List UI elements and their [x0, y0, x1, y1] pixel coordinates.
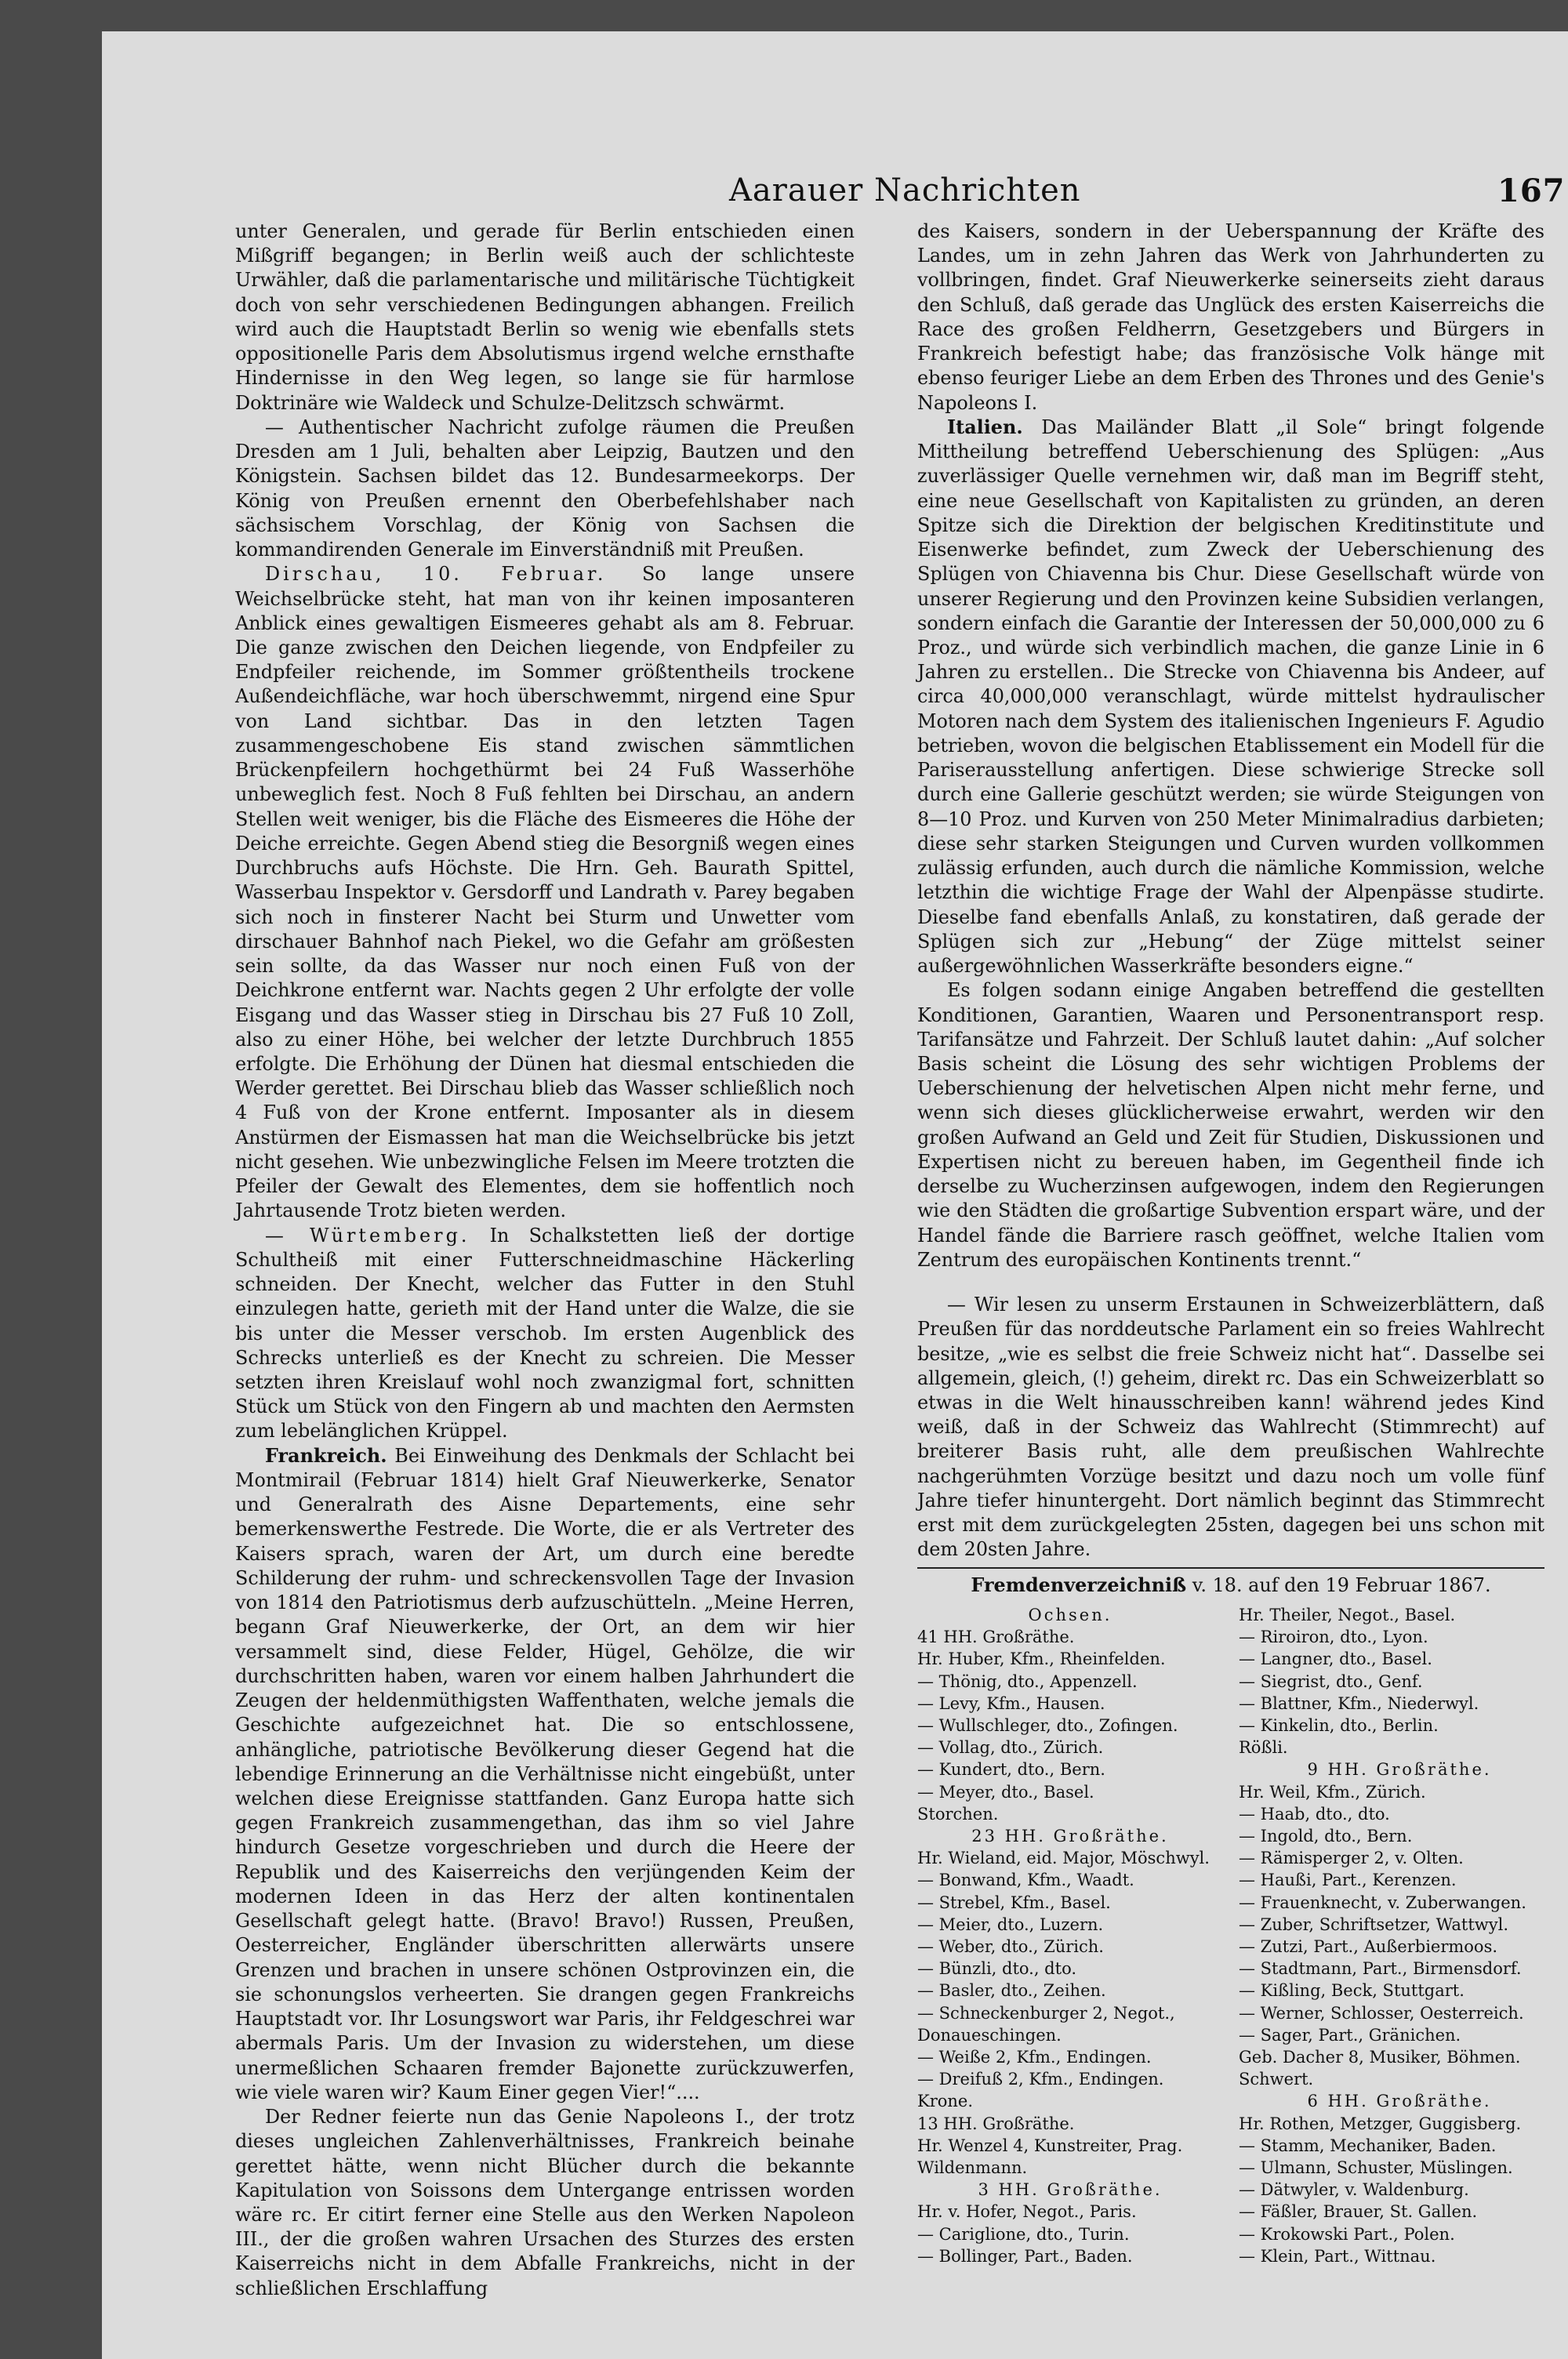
list-item: — Haußi, Part., Kerenzen. — [1239, 1871, 1457, 1890]
list-item: — Weber, dto., Zürich. — [917, 1936, 1104, 1956]
list-item: Wildenmann. — [917, 2158, 1028, 2177]
paragraph: Es folgen sodann einige Angaben betreffend die gestellten Konditionen, Garantien, Waaren und Personentransport resp. Tarifansätze und Fahrzeit. Der Schluß lautet dahin: „Auf solcher Basis scheint die Lösung des sehr wichtigen Problems der Ueberschienung der helvetischen Alpen nicht mehr ferne, und wenn sich dieses glücklicherweise erwahrt, werden wir den großen Aufwand an Geld und Zeit für Studien, Diskussionen und Expertisen nicht zu bereuen haben, im Gegentheil finde ich derselbe zu Wucherzinsen aufgewogen, indem den Regierungen wie den Städten die großartige Subvention erspart wäre, und der Handel fände die Barriere rasch geöffnet, welche Italien vom Zentrum des europäischen Kontinents trennt.“ — [917, 979, 1544, 1271]
list-item: — Rämisperger 2, v. Olten. — [1239, 1849, 1464, 1868]
list-item: 6 HH. Großräthe. — [1307, 2092, 1492, 2111]
list-item: — Wullschleger, dto., Zofingen. — [917, 1715, 1178, 1735]
paragraph: — Authentischer Nachricht zufolge räumen die Preußen Dresden am 1 Juli, behalten aber Leipzig, Bautzen und den Königstein. Sachsen bildet das 12. Bundesarmeekorps. Der König von Preußen ernennt den Oberbefehlshaber nach sächsischem Vorschlag, der König von Sachsen die kommandirenden Generale im Einverständniß mit Preußen. — [235, 416, 855, 561]
list-item: — Stamm, Mechaniker, Baden. — [1239, 2136, 1497, 2155]
list-item: — Bünzli, dto., dto. — [917, 1959, 1077, 1979]
list-item: — Kißling, Beck, Stuttgart. — [1239, 1981, 1465, 2001]
list-item: — Sager, Part., Gränichen. — [1239, 2025, 1461, 2045]
list-item: 9 HH. Großräthe. — [1307, 1760, 1492, 1780]
list-item: — Zuber, Schriftsetzer, Wattwyl. — [1239, 1914, 1508, 1934]
list-item: — Langner, dto., Basel. — [1239, 1649, 1432, 1669]
list-item: — Siegrist, dto., Genf. — [1239, 1671, 1423, 1691]
page-number: 167 — [1497, 172, 1566, 209]
list-item: Hr. Huber, Kfm., Rheinfelden. — [917, 1649, 1166, 1669]
list-item: — Ingold, dto., Bern. — [1239, 1826, 1413, 1845]
masthead-title: Aarauer Nachrichten — [729, 172, 1081, 209]
list-item: Hr. Theiler, Negot., Basel. — [1239, 1605, 1456, 1624]
list-item: Hr. v. Hofer, Negot., Paris. — [917, 2202, 1137, 2222]
list-item: — Bollinger, Part., Baden. — [917, 2246, 1133, 2266]
list-item: 13 HH. Großräthe. — [917, 2114, 1075, 2133]
list-item: — Zutzi, Part., Außerbiermoos. — [1239, 1936, 1498, 1956]
list-item: — Cariglione, dto., Turin. — [917, 2224, 1130, 2244]
list-item: — Blattner, Kfm., Niederwyl. — [1239, 1693, 1479, 1713]
list-item: — Schneckenburger 2, Negot., — [917, 2003, 1175, 2023]
list-item: — Riroiron, dto., Lyon. — [1239, 1628, 1428, 1647]
list-item: — Levy, Kfm., Hausen. — [917, 1693, 1105, 1713]
list-item: Ochsen. — [1028, 1605, 1112, 1624]
list-item: Hr. Weil, Kfm., Zürich. — [1239, 1782, 1426, 1802]
list-item: 3 HH. Großräthe. — [978, 2180, 1163, 2200]
list-item: — Bonwand, Kfm., Waadt. — [917, 1871, 1134, 1890]
list-item: 41 HH. Großräthe. — [917, 1628, 1075, 1647]
list-item: — Meier, dto., Luzern. — [917, 1914, 1104, 1934]
list-item: — Weiße 2, Kfm., Endingen. — [917, 2047, 1152, 2067]
list-item: Krone. — [917, 2092, 973, 2111]
divider — [917, 1567, 1544, 1569]
paragraph: des Kaisers, sondern in der Ueberspannung der Kräfte des Landes, um in zehn Jahren das Werk von Jahrhunderten zu vollbringen, findet. Graf Nieuwerkerke seinerseits zieht daraus den Schluß, daß gerade das Unglück des ersten Kaiserreichs die Race des großen Feldherrn, Gesetzgebers und Bürgers in Frankreich befestigt habe; das französische Volk hänge mit ebenso feuriger Liebe an dem Erben des Thrones und des Genie's Napoleons I. — [917, 220, 1544, 414]
list-item: — Ulmann, Schuster, Müslingen. — [1239, 2158, 1513, 2177]
paragraph-text: In Schalkstetten ließ der dortige Schultheiß mit einer Futterschneidmaschine Häckerling schneiden. Der Knecht, welcher das Futter in den Stuhl einzulegen hatte, gerieth mit der Hand unter die Walze, die sie bis unter die Messer verschob. Im ersten Augenblick des Schrecks unterließ es der Knecht zu schreien. Die Messer setzten ihren Kreislauf wohl noch zwanzigmal fort, schnitten Stück um Stück von den Fingern ab und machten den Aermsten zum lebelänglichen Krüppel. — [235, 1224, 855, 1443]
list-item: — Haab, dto., dto. — [1239, 1804, 1390, 1824]
list-item: — Basler, dto., Zeihen. — [917, 1981, 1106, 2001]
list-item: — Werner, Schlosser, Oesterreich. — [1239, 2003, 1524, 2023]
list-item: — Vollag, dto., Zürich. — [917, 1738, 1104, 1758]
list-item: Hr. Rothen, Metzger, Guggisberg. — [1239, 2114, 1522, 2133]
list-item: Storchen. — [917, 1804, 999, 1824]
list-item: — Thönig, dto., Appenzell. — [917, 1671, 1138, 1691]
guest-list-title: Fremdenverzeichniß — [971, 1573, 1187, 1596]
paragraph: unter Generalen, und gerade für Berlin entschieden einen Mißgriff begangen; in Berlin weiß auch der schlichteste Urwähler, daß die parlamentarische und militärische Tüchtigkeit doch von sehr verschiedenen Bedingungen abhangen. Freilich wird auch die Hauptstadt Berlin so wenig wie ebenfalls stets oppositionelle Paris dem Absolutismus irgend welche ernsthafte Hindernisse in den Weg legen, so lange sie für harmlose Doktrinäre wie Waldeck und Schulze-Delitzsch schwärmt. — [235, 220, 855, 414]
guest-list-right — [1239, 1604, 1560, 2270]
list-item: — Frauenknecht, v. Zuberwangen. — [1239, 1893, 1526, 1912]
guest-list-heading — [917, 1573, 1544, 1598]
list-item: — Fäßler, Brauer, St. Gallen. — [1239, 2202, 1478, 2222]
list-item: — Kundert, dto., Bern. — [917, 1760, 1105, 1780]
paragraph: — Wir lesen zu unserm Erstaunen in Schweizerblättern, daß Preußen für das norddeutsche Parlament ein so freies Wahlrecht besitze, „wie es selbst die freie Schweiz nicht hat“. Dasselbe sei allgemein, gleich, (!) geheim, direkt rc. Das ein Schweizerblatt so etwas in die Welt hinausschreiben kann! während jedes Kind weiß, daß in der Schweiz das Wahlrecht (Stimmrecht) auf breiterer Basis ruht, alle dem preußischen Wahlrechte nachgerühmten Vorzüge besitzt und dazu noch um volle fünf Jahre tiefer hinuntergeht. Dort nämlich beginnt das Stimmrecht erst mit dem zurückgelegten 25sten, dagegen bei uns schon mit dem 20sten Jahre. — [917, 1294, 1544, 1561]
section-heading: Frankreich. — [265, 1444, 387, 1467]
list-item: Geb. Dacher 8, Musiker, Böhmen. — [1239, 2047, 1521, 2067]
paragraph-text: So lange unsere Weichselbrücke steht, hat man von ihr keinen imposanteren Anblick eines gewaltigen Eismeeres gehabt als am 8. Februar. Die ganze zwischen den Deichen liegende, von Endpfeiler zu Endpfeiler reichende, im Sommer größtentheils trockene Außendeichfläche, war hoch überschwemmt, nirgend eine Spur von Land sichtbar. Das in den letzten Tagen zusammengeschobene Eis stand zwischen sämmtlichen Brückenpfeilern hochgethürmt bei 24 Fuß Wasserhöhe unbeweglich fest. Noch 8 Fuß fehlten bei Dirschau, an andern Stellen weit weniger, bis die Fläche des Eismeeres die Höhe der Deiche erreichte. Gegen Abend stieg die Besorgniß wegen eines Durchbruchs aufs Höchste. Die Hrn. Geh. Baurath Spittel, Wasserbau Inspektor v. Gersdorff und Landrath v. Parey begaben sich noch in finsterer Nacht bei Sturm und Unwetter vom dirschauer Bahnhof nach Piekel, wo die Gefahr am größesten sein sollte, da das Wasser nur noch einen Fuß von der Deichkrone entfernt war. Nachts gegen 2 Uhr erfolgte der volle Eisgang und das Wasser stieg in Dirschau bis 27 Fuß 10 Zoll, also zu einer Höhe, bei welcher der letzte Durchbruch 1855 erfolgte. Die Erhöhung der Dünen hat diesmal entschieden die Werder gerettet. Bei Dirschau blieb das Wasser schließlich noch 4 Fuß von der Krone entfernt. Imposanter als in diesem Anstürmen der Eismassen hat man die Weichselbrücke bis jetzt nicht gesehen. Wie unbezwingliche Felsen im Meere trotzten die Pfeiler der Gewalt des Elementes, dem sie hoffentlich noch Jahrtausende Trotz bieten werden. — [235, 563, 855, 1222]
paragraph — [235, 562, 855, 1223]
left-column — [235, 220, 855, 2301]
list-item: — Stadtmann, Part., Birmensdorf. — [1239, 1959, 1522, 1979]
list-item: Schwert. — [1239, 2070, 1314, 2089]
paragraph-text: Das Mailänder Blatt „il Sole“ bringt folgende Mittheilung betreffend Ueberschienung des Splügen: „Aus zuverlässiger Quelle vernehmen wir, daß man im Begriff steht, eine neue Gesellschaft von Kapitalisten zu gründen, an deren Spitze sich die Direktion der belgischen Kreditinstitute und Eisenwerke befindet, zum Zweck der Ueberschienung des Splügen von Chiavenna bis Chur. Diese Gesellschaft würde von unserer Regierung und den Provinzen keine Subsidien verlangen, sondern einfach die Garantie der Interessen der 50,000,000 zu 6 Proz., und würde sich verbindlich machen, die ganze Linie in 6 Jahren zu erstellen.. Die Strecke von Chiavenna bis Andeer, auf circa 40,000,000 veranschlagt, würde mittelst hydraulischer Motoren nach dem System des italienischen Ingenieurs F. Agudio betrieben, wovon die belgischen Etablissement ein Modell für die Pariserausstellung anfertigen. Diese schwierige Strecke soll durch eine Gallerie geschützt werden; sie würde Steigungen von 8—10 Proz. und Kurven von 250 Meter Minimalradius darbieten; diese sehr starken Steigungen und Curven wurden vollkommen zulässig erfunden, auch durch die nämliche Kommission, welche letzthin die wichtige Frage der Wahl der Alpenpässe studirte. Dieselbe fand ebenfalls Anlaß, zu konstatiren, daß gerade der Splügen sich zur „Hebung“ der Züge mittelst seiner außergewöhnlichen Wasserkräfte besonders eigne.“ — [917, 416, 1544, 978]
list-item: Hr. Wenzel 4, Kunstreiter, Prag. — [917, 2136, 1183, 2155]
paragraph — [917, 416, 1544, 978]
right-column — [917, 220, 1544, 2272]
paragraph — [235, 1224, 855, 1444]
guest-list-left — [917, 1604, 1223, 2270]
list-item: Hr. Wieland, eid. Major, Möschwyl. — [917, 1849, 1210, 1868]
list-item: — Strebel, Kfm., Basel. — [917, 1893, 1111, 1912]
list-item: — Dätwyler, v. Waldenburg. — [1239, 2180, 1469, 2200]
guest-list-date: v. 18. auf den 19 Februar 1867. — [1192, 1573, 1491, 1596]
paragraph — [235, 1444, 855, 2105]
paragraph-text: Bei Einweihung des Denkmals der Schlacht bei Montmirail (Februar 1814) hielt Graf Nieuwerkerke, Senator und Generalrath des Aisne Departements, eine sehr bemerkenswerthe Festrede. Die Worte, die er als Vertreter des Kaisers sprach, waren der Art, um durch eine beredte Schilderung der ruhm- und schreckensvollen Tage der Invasion von 1814 den Patriotismus derb aufzuschütteln. „Meine Herren, begann Graf Nieuwerkerke, der Ort, an dem wir hier versammelt sind, diese Felder, Hügel, Gehölze, die wir durchschritten haben, waren vor einem halben Jahrhundert die Zeugen der heldenmüthigsten Waffenthaten, welche jemals die Geschichte aufgezeichnet hat. Die so entschlossene, anhängliche, patriotische Bevölkerung dieser Gegend hat die lebendige Erinnerung an die Verhältnisse nicht eingebüßt, unter welchen diese Ereignisse stattfanden. Ganz Europa hatte sich gegen Frankreich zusammengethan, das ihm so viel Jahre hindurch Gesetze vorgeschrieben und durch die Heere der Republik und des Kaiserreichs den verjüngenden Keim der modernen Ideen in das Herz der alten kontinentalen Gesellschaft gelegt hatte. (Bravo! Bravo!) Russen, Preußen, Oesterreicher, Engländer überschritten allerwärts unsere Grenzen und brachen in unsere schönen Ostprovinzen ein, die sie schonungslos verheerten. Sie drangen gegen Frankreichs Hauptstadt vor. Ihr Losungswort war Paris, ihr Feldgeschrei war abermals Paris. Um der Invasion zu widerstehen, um diese unermeßlichen Schaaren fremder Bajonette zurückzuwerfen, wie viele waren wir? Kaum Einer gegen Vier!“.... — [235, 1444, 855, 2103]
paragraph: Der Redner feierte nun das Genie Napoleons I., der trotz dieses ungleichen Zahlenverhältnisses, Frankreich beinahe gerettet hätte, wenn nicht Blücher durch die bekannte Kapitulation von Soissons dem Untergange entrissen worden wäre rc. Er citirt ferner eine Stelle aus den Werken Napoleon III., der die großen wahren Ursachen des Sturzes des ersten Kaiserreichs nicht in dem Abfalle Frankreichs, nicht in der schließlichen Erschlaffung — [235, 2106, 855, 2299]
newspaper-page — [102, 31, 1568, 2359]
guest-list — [917, 1604, 1544, 2272]
list-item: Donaueschingen. — [917, 2025, 1062, 2045]
dateline: Dirschau, 10. Februar. — [265, 563, 607, 586]
list-item: — Meyer, dto., Basel. — [917, 1782, 1094, 1802]
list-item: Rößli. — [1239, 1738, 1288, 1758]
list-item: — Dreifuß 2, Kfm., Endingen. — [917, 2070, 1164, 2089]
list-item: — Krokowski Part., Polen. — [1239, 2224, 1455, 2244]
list-item: 23 HH. Großräthe. — [971, 1826, 1169, 1845]
section-heading: Italien. — [947, 416, 1023, 438]
list-item: — Klein, Part., Wittnau. — [1239, 2246, 1436, 2266]
list-item: — Kinkelin, dto., Berlin. — [1239, 1715, 1439, 1735]
dateline: — Würtemberg. — [265, 1224, 470, 1247]
